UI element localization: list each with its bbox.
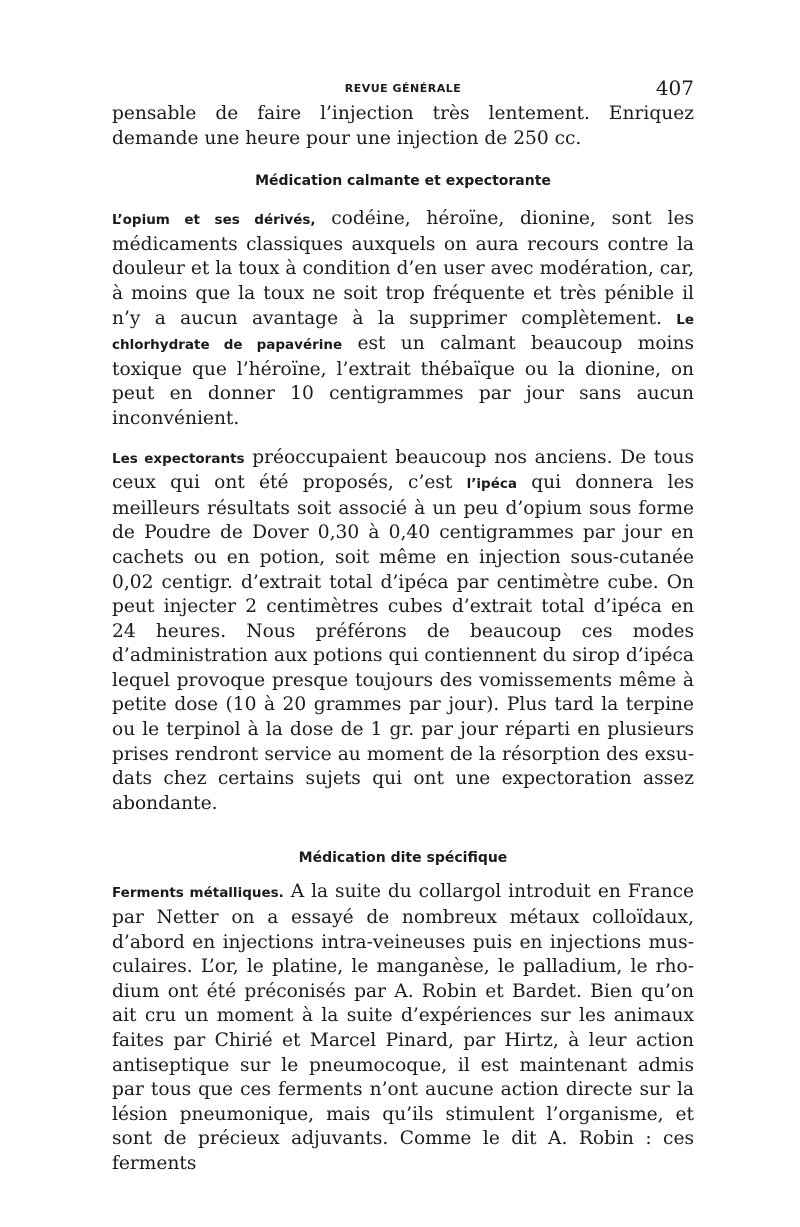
running-head — [112, 76, 694, 100]
paragraph-expectorants — [112, 446, 694, 817]
section-heading-specifique: Médication dite spécifique — [298, 850, 508, 867]
paragraph-text: est un calmant beaucoup moins toxique que l’héroïne, l’extrait thébaïque ou la dionine, on peut en donner 10 centigrammes par jour sans aucun inconvénient. — [112, 333, 695, 429]
bold-term-ferments: Ferments métalliques. — [112, 885, 284, 902]
bold-term-opium: L’opium et ses dérivés, — [112, 212, 316, 229]
paragraph-text: A la suite du collargol introduit en France par Netter on a essayé de nombreux métaux colloïdaux, d’abord en injections intra-veineuses puis en injections musculaires. L’or, le platine, le manganèse, le palladium, le rhodium ont été préconisés par A. Robin et Bardet. Bien qu’on ait cru un moment à la suite d’expériences sur les animaux faites par Chirié et Marcel Pinard, par Hirtz, à leur action antiseptique sur le pneumocoque, il est maintenant admis par tous que ces ferments n’ont aucune action directe sur la lésion pneumonique, mais qu’ils stimulent l’organisme, et sont de précieux adjuvants. Comme le dit A. Robin : ces ferments — [112, 881, 694, 1174]
bold-term-ipeca: l’ipéca — [466, 476, 517, 493]
running-title: REVUE GÉNÉRALE — [344, 82, 462, 95]
section-heading-calmante: Médication calmante et expectorante — [255, 173, 551, 190]
paragraph-text: qui donnera les meilleurs résultats soit associé à un peu d’opium sous forme de Poudre de Dover 0,30 à 0,40 centigrammes par jour en cachets ou en potion, soit même en injection sous-cutanée 0,02 centigr. d’extrait total d’ipéca par centimètre cube. On peut injecter 2 centimètres cubes d’extrait total d’ipéca en 24 heures. Nous préférons de beaucoup ces modes d’administration aux potions qui contiennent du sirop d’ipéca lequel provoque presque toujours des vomissements même à petite dose (10 à 20 grammes par jour). Plus tard la terpine ou le terpinol à la dose de 1 gr. par jour réparti en plusieurs prises rendront service au moment de la résorption des exsudats chez certains sujets qui ont une expectoration assez abondante. — [112, 472, 694, 814]
paragraph-ferments — [112, 880, 694, 1176]
paragraph-text: préoccupaient beaucoup nos anciens. De tous ceux qui ont été proposés, c’est — [112, 446, 694, 494]
book-page — [112, 76, 694, 1177]
continued-paragraph: pensable de faire l’injection très lentement. Enriquez demande une heure pour une injection de 250 cc. — [112, 103, 694, 149]
paragraph-gap — [112, 432, 694, 446]
bold-term-papaverine: Le chlorhydrate de papavérine — [112, 311, 694, 354]
page-number: 407 — [655, 76, 694, 100]
paragraph-opium — [112, 207, 694, 431]
paragraph-text: codéine, héroïne, dionine, sont les médicaments classiques auxquels on aura recours contre la douleur et la toux à condition d’en user avec modération, car, à moins que la toux ne soit trop fréquente et très pénible il n’y a aucun avantage à la supprimer complètement. — [112, 208, 694, 329]
bold-term-expectorants: Les expectorants — [112, 450, 245, 467]
